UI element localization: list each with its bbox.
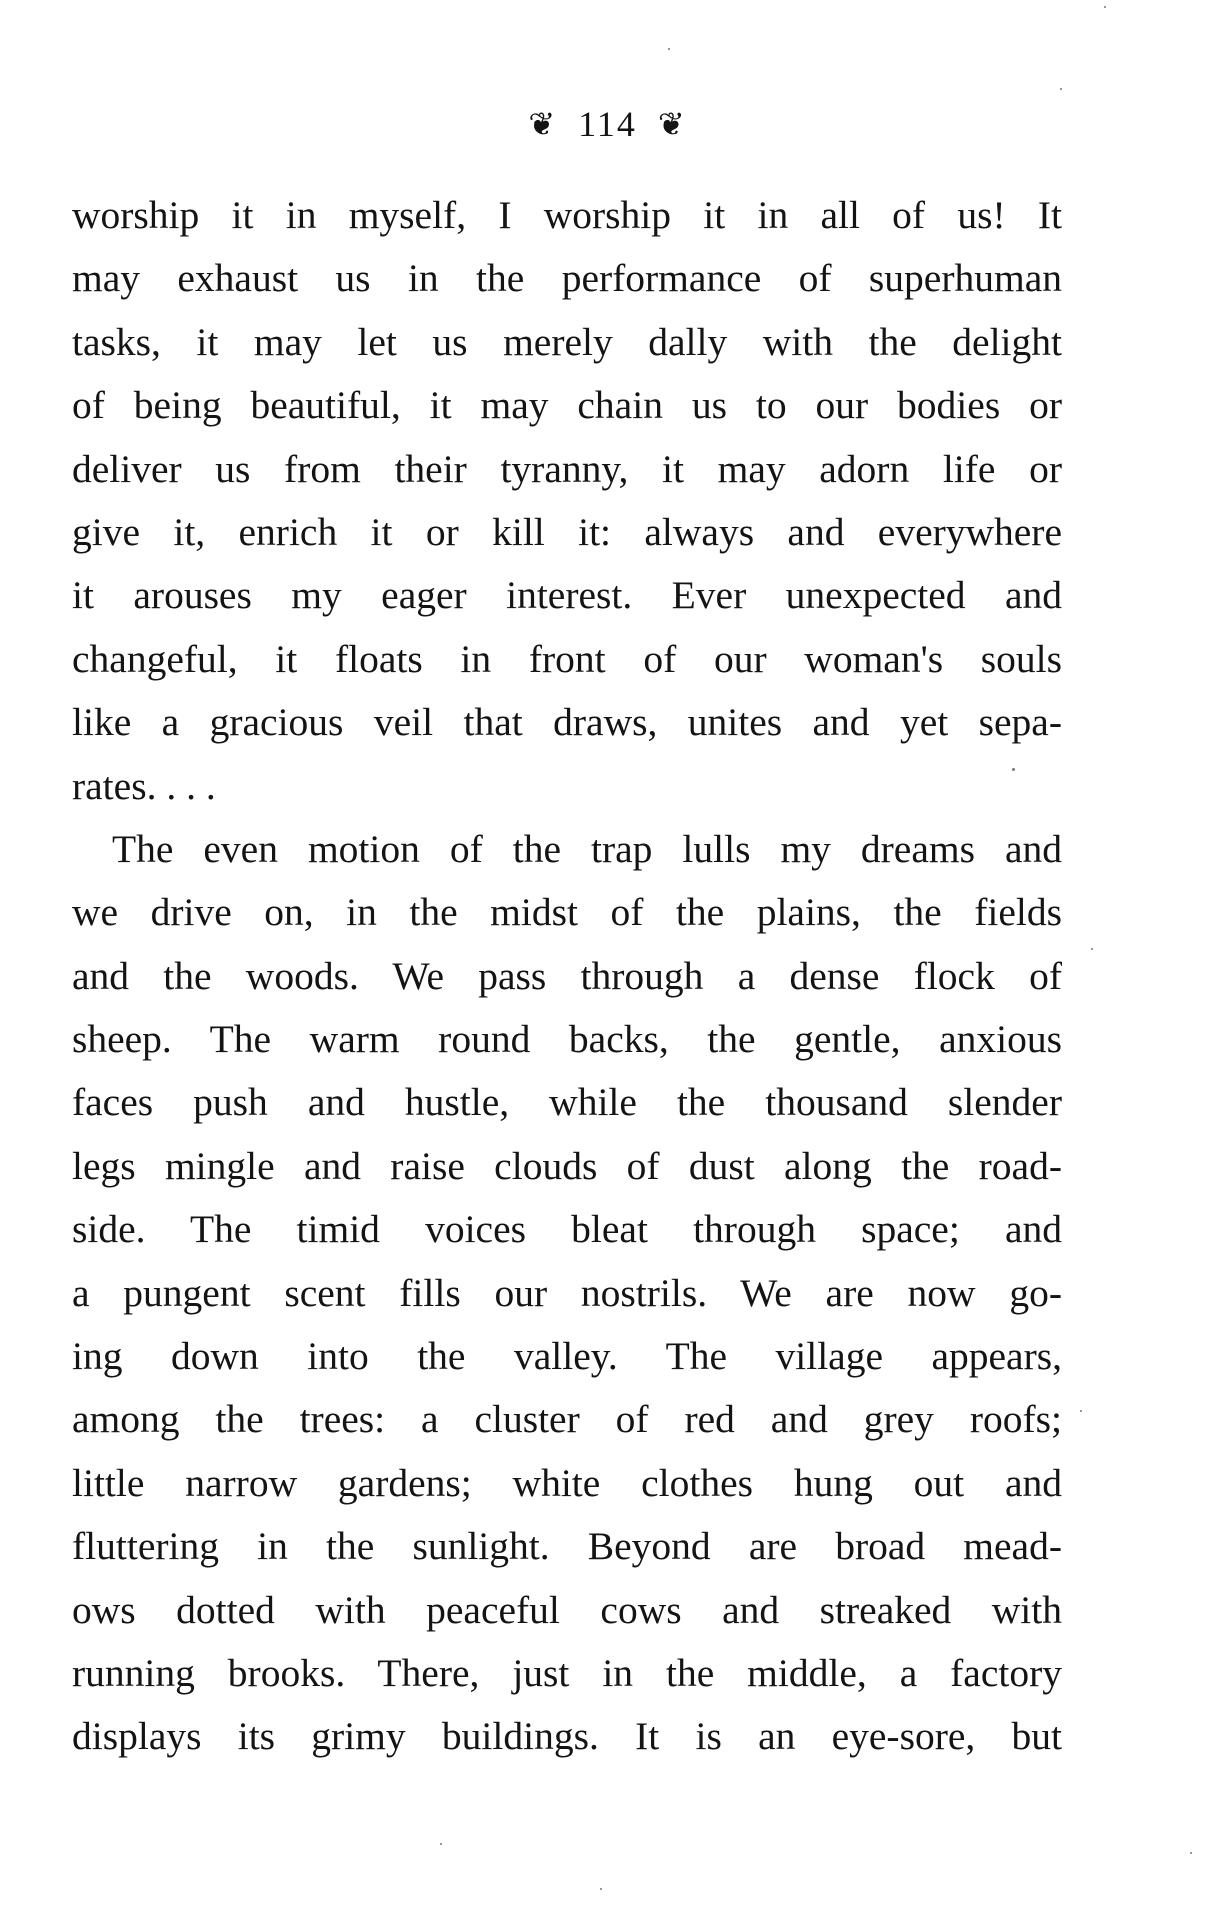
text-line: displays its grimy buildings. It is an eye-sore, but (72, 1714, 1062, 1759)
text-line: it arouses my eager interest. Ever unexpected and (72, 573, 1062, 618)
text-line: give it, enrich it or kill it: always and everywhere (72, 509, 1062, 554)
page-number: 114 (578, 103, 637, 144)
text-line: ows dotted with peaceful cows and streaked with (72, 1587, 1062, 1632)
scan-speck (1060, 88, 1062, 90)
text-line: sheep. The warm round backs, the gentle, anxious (72, 1017, 1062, 1062)
body-text (72, 184, 1062, 1769)
scan-speck (668, 48, 670, 50)
text-line: ing down into the valley. The village appears, (72, 1334, 1062, 1379)
scan-speck (1080, 1410, 1082, 1412)
text-line: like a gracious veil that draws, unites and yet sepa- (72, 700, 1062, 745)
text-line: a pungent scent fills our nostrils. We are now go- (72, 1270, 1062, 1315)
scan-speck (1190, 1852, 1192, 1854)
text-line: running brooks. There, just in the middle, a factory (72, 1650, 1062, 1695)
text-line: little narrow gardens; white clothes hung out and (72, 1460, 1062, 1505)
text-line: may exhaust us in the performance of superhuman (72, 256, 1062, 301)
scan-speck (440, 1843, 442, 1845)
text-line: faces push and hustle, while the thousand slender (72, 1080, 1062, 1125)
text-line: legs mingle and raise clouds of dust along the road- (72, 1143, 1062, 1188)
text-line: tasks, it may let us merely dally with the delight (72, 319, 1062, 364)
fleuron-left-icon: ❦ (528, 105, 558, 142)
page-header (0, 98, 1215, 146)
text-line: The even motion of the trap lulls my dreams and (112, 826, 1062, 871)
paragraph-2 (72, 818, 1062, 1769)
text-line: deliver us from their tyranny, it may adorn life or (72, 446, 1062, 491)
text-line: side. The timid voices bleat through space; and (72, 1207, 1062, 1252)
fleuron-right-icon: ❦ (657, 105, 687, 142)
text-line: fluttering in the sunlight. Beyond are broad mead- (72, 1524, 1062, 1569)
scan-speck (1091, 948, 1093, 950)
text-line: rates. . . . (72, 763, 216, 808)
text-line: among the trees: a cluster of red and grey roofs; (72, 1397, 1062, 1442)
paragraph-1 (72, 184, 1062, 818)
text-line: changeful, it floats in front of our woman's souls (72, 636, 1062, 681)
scan-speck (1104, 6, 1106, 8)
scan-speck (1012, 768, 1015, 771)
text-line: of being beautiful, it may chain us to our bodies or (72, 383, 1062, 428)
text-line: and the woods. We pass through a dense flock of (72, 953, 1062, 998)
text-line: worship it in myself, I worship it in all of us! It (72, 193, 1062, 237)
text-line: we drive on, in the midst of the plains, the fields (72, 890, 1062, 935)
scan-speck (600, 1888, 602, 1890)
